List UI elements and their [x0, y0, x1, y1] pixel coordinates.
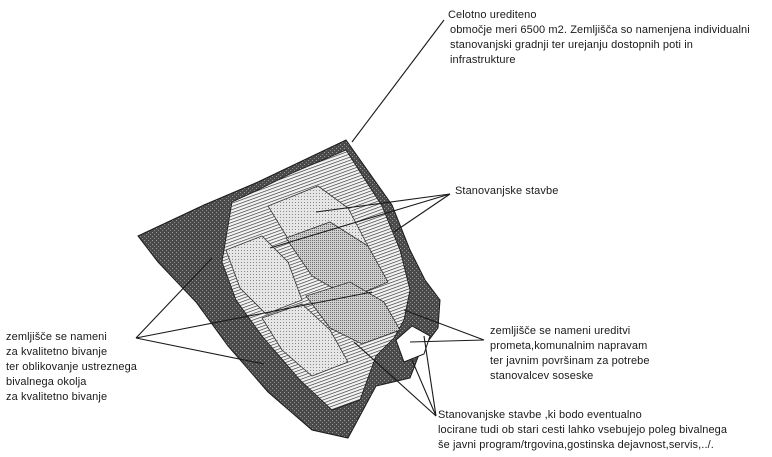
leader-residential-3 [394, 194, 450, 232]
annotation-residential-buildings [455, 184, 558, 199]
quality-land-line-4: bivalnega okolja [6, 376, 87, 388]
traffic-land-line-3: ter javnim površinam za potrebe [490, 355, 650, 367]
annotation-traffic-land [490, 324, 650, 384]
overall-area-line-1: Celotno urediteno [448, 9, 537, 21]
old-road-line-2: locirane tudi ob stari cesti lahko vsebujejo poleg bivalnega [438, 424, 728, 436]
quality-land-line-2: za kvalitetno bivanje [6, 346, 108, 358]
annotation-overall-area [448, 8, 750, 68]
overall-area-line-3: stanovanjski gradnji ter urejanju dostopnih poti in [450, 39, 693, 51]
traffic-land-line-4: stanovalcev soseske [490, 370, 594, 382]
leader-overall-area [352, 20, 444, 142]
quality-land-line-3: ter oblikovanje ustreznega [6, 361, 138, 373]
overall-area-line-2: območje meri 6500 m2. Zemljišča so namenjena individualni [450, 24, 750, 36]
leader-oldroad-3 [424, 336, 436, 416]
leader-oldroad-2 [412, 360, 436, 416]
traffic-land-line-2: prometa,komunalnim napravam [490, 340, 648, 352]
traffic-land-line-1: zemljišče se nameni ureditvi [490, 325, 631, 337]
quality-land-line-5: za kvalitetno bivanje [6, 391, 108, 403]
quality-land-line-1: zemljišče se nameni [6, 331, 107, 343]
annotation-quality-living-land [6, 330, 137, 405]
overall-area-line-4: infrastrukture [450, 54, 516, 66]
old-road-line-3: še javni program/trgovina,gostinska dejavnost,servis,../. [438, 439, 714, 451]
annotation-old-road-buildings [438, 408, 727, 453]
old-road-line-1: Stanovanjske stavbe ,ki bodo eventualno [438, 409, 642, 421]
residential-buildings-line-1: Stanovanjske stavbe [455, 185, 559, 197]
